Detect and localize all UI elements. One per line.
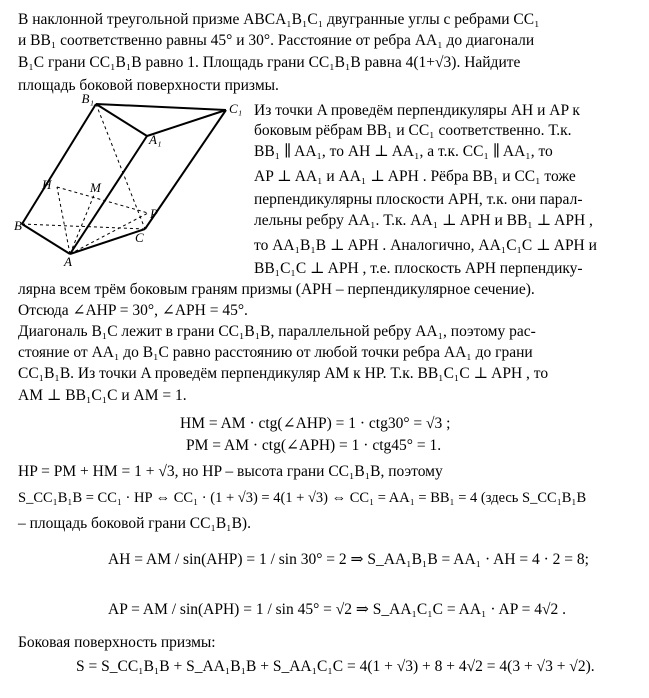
side-line-1: Из точки A проведём перпендикуляры AH и AP к (254, 102, 580, 119)
formula-total: S = S_CC₁B₁B + S_AA₁B₁B + S_AA₁C₁C = 4(1 + √3) + 8 + 4√2 = 4(3 + √3 + √2). (76, 658, 595, 675)
side-line-7: то AA₁B₁B ⊥ APH . Аналогично, AA₁C₁C ⊥ APH и (254, 237, 597, 254)
label-A: A (64, 254, 72, 266)
formula-ap: AP = AM / sin(APH) = 1 / sin 45° = √2 ⇒ S_AA₁C₁C = AA₁ · AP = 4√2 . (108, 601, 566, 618)
body-line-2: Отсюда ∠AHP = 30°, ∠APH = 45°. (18, 302, 248, 319)
diag-B1-C (96, 104, 145, 229)
formula-hm: HM = AM · ctg(∠AHP) = 1 · ctg30° = √3 ; (180, 415, 451, 432)
problem-line-4: площадь боковой поверхности призмы. (18, 77, 279, 94)
label-B: B (14, 218, 22, 233)
label-A1: A₁ (149, 132, 162, 147)
label-H: H (42, 177, 52, 192)
edge-B1-A1 (96, 104, 147, 136)
formula-pm: PM = AM · ctg(∠APH) = 1 · ctg45° = 1. (186, 437, 442, 454)
side-line-3: BB₁ ∥ AA₁, то AH ⊥ AA₁, а т.к. CC₁ ∥ AA₁, то (254, 143, 553, 160)
formula-s-face-note: – площадь боковой грани CC₁B₁B). (18, 515, 251, 532)
prism-figure (14, 94, 246, 266)
label-B1: B₁ (81, 94, 94, 106)
label-M: M (90, 180, 101, 195)
body-line-5: CC₁B₁B. Из точки A проведём перпендикуляр AM к HP. Т.к. BB₁C₁C ⊥ APH , то (18, 365, 549, 382)
side-line-4: AP ⊥ AA₁ и AA₁ ⊥ APH . Рёбра BB₁ и CC₁ тоже (254, 168, 576, 185)
body-line-4: стояние от AA₁ до B₁C равно расстоянию от любой точки ребра AA₁ до грани (18, 344, 533, 361)
label-C1: C₁ (229, 101, 243, 116)
side-line-6: лельны ребру AA₁. Т.к. AA₁ ⊥ APH и BB₁ ⊥ APH , (254, 212, 593, 229)
side-line-5: перпендикулярны плоскости APH, т.к. они парал- (254, 191, 583, 208)
label-P: P (150, 206, 158, 221)
formula-hp: HP = PM + HM = 1 + √3, но HP – высота грани CC₁B₁B, поэтому (18, 463, 443, 480)
body-line-3: Диагональ B₁C лежит в грани CC₁B₁B, параллельной ребру AA₁, поэтому рас- (18, 323, 536, 340)
body-line-6: AM ⊥ BB₁C₁C и AM = 1. (18, 387, 187, 404)
seg-A-H (57, 187, 70, 254)
body-line-1: лярна всем трём боковым граням призмы (APH – перпендикулярное сечение). (18, 281, 535, 298)
edge-A-C (70, 229, 145, 254)
side-line-2: боковым рёбрам BB₁ и CC₁ соответственно. Т.к. (254, 122, 572, 139)
problem-line-2: и BB₁ соответственно равны 45° и 30°. Расстояние от ребра AA₁ до диагонали (18, 32, 535, 49)
problem-line-3: B₁C грани CC₁B₁B равно 1. Площадь грани CC₁B₁B равна 4(1+√3). Найдите (18, 54, 521, 71)
side-line-8: BB₁C₁C ⊥ APH , т.е. плоскость APH перпендику- (254, 260, 583, 277)
label-C: C (135, 230, 144, 245)
formula-ah: AH = AM / sin(AHP) = 1 / sin 30° = 2 ⇒ S_AA₁B₁B = AA₁ · AH = 4 · 2 = 8; (108, 551, 589, 568)
seg-H-P (57, 187, 148, 213)
edge-B1-C1 (96, 104, 226, 110)
edge-B-A (22, 224, 70, 254)
edge-B-C (22, 224, 145, 229)
formula-s-face: S_CC₁B₁B = CC₁ · HP ⇔ CC₁ · (1 + √3) = 4(1 + √3) ⇔ CC₁ = AA₁ = BB₁ = 4 (здесь S_CC₁B₁B (18, 490, 587, 506)
lateral-surface-label: Боковая поверхность призмы: (18, 634, 216, 651)
edge-B1-B (22, 104, 96, 224)
problem-line-1: В наклонной треугольной призме ABCA₁B₁C₁ двугранные углы с ребрами CC₁ (18, 11, 540, 28)
